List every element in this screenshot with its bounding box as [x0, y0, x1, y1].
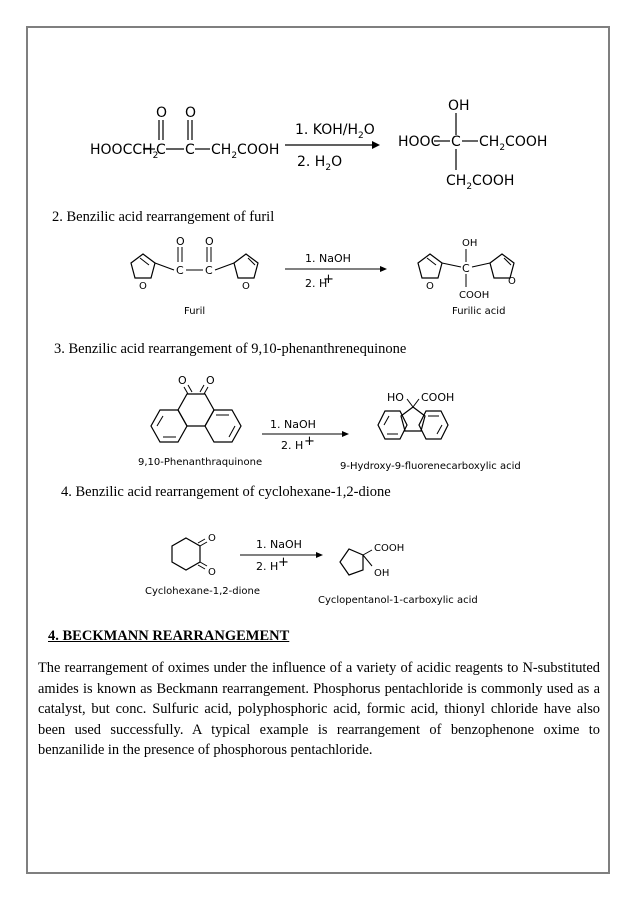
reaction1-product-right: $CH_2COOH$ [479, 134, 548, 153]
section-2-caption: 2. Benzilic acid rearrangement of furil [52, 209, 275, 225]
furil-carbon-2: C [205, 264, 213, 277]
pq-reagent-2: 2. H [281, 439, 304, 452]
hfca-cooh: COOH [421, 391, 455, 404]
furilic-ring-oxygen-left: O [426, 281, 434, 292]
furil-carbon-1: C [176, 264, 184, 277]
furil-keto-oxygen-1: O [176, 235, 185, 248]
pq-oxygen-left: O [178, 374, 187, 387]
chd-reagent-2: 2. H [256, 560, 279, 573]
reaction1-carbon-1: C [156, 142, 166, 158]
furilic-acid-label: Furilic acid [452, 306, 506, 317]
reaction-4-scheme [145, 533, 478, 606]
reaction1-reactant-right: $CH_2COOH$ [211, 142, 280, 161]
furil-label: Furil [184, 306, 206, 317]
reaction-1-scheme [90, 98, 547, 192]
hfca-ho: HO [387, 391, 404, 404]
furil-reagent-1: 1. NaOH [305, 252, 351, 265]
reaction1-reagent-1: 1. KOH/$H_2O$ [295, 122, 375, 141]
beckmann-paragraph: The rearrangement of oximes under the influence of a variety of acidic reagents to N-substituted amides is known as Beckmann rearrangement. Phosphorus pentachloride is commonly used as a catalyst, but conc. Sulfuric acid, polyphosphoric acid, formic acid, thionyl chloride have also been used successfully. A typical example is rearrangement of benzophenone oxime to benzanilide in the presence of phosphorous pentachloride. [38, 660, 600, 759]
reaction1-oxygen-1: O [156, 105, 168, 121]
hfca-label: 9-Hydroxy-9-fluorenecarboxylic acid [340, 461, 521, 472]
pq-oxygen-right: O [206, 374, 215, 387]
reaction-2-scheme [131, 235, 516, 317]
furil-reagent-2: 2. H [305, 277, 328, 290]
reaction1-reagent-2: 2. $H_2O$ [297, 154, 343, 173]
reaction1-carbon-2: C [185, 142, 195, 158]
chd-label: Cyclohexane-1,2-dione [145, 586, 260, 597]
reaction-3-scheme [138, 374, 521, 472]
reaction1-product-left: HOOC [398, 134, 441, 150]
section-3-caption: 3. Benzilic acid rearrangement of 9,10-phenanthrenequinone [54, 341, 407, 357]
furil-ring-oxygen-left: O [139, 281, 147, 292]
pq-reagent-plus: + [304, 434, 315, 449]
cpca-oh: OH [374, 568, 390, 579]
furil-reagent-plus: + [323, 272, 334, 287]
cpca-label: Cyclopentanol-1-carboxylic acid [318, 595, 478, 606]
reaction1-product-carbon: C [451, 134, 461, 150]
reaction1-oxygen-2: O [185, 105, 197, 121]
furilic-oh: OH [462, 238, 478, 249]
furilic-carbon: C [462, 262, 470, 275]
pq-label: 9,10-Phenanthraquinone [138, 457, 263, 468]
section-4-caption: 4. Benzilic acid rearrangement of cyclohexane-1,2-dione [61, 484, 391, 500]
chd-reagent-plus: + [278, 555, 289, 570]
reaction1-product-down: $CH_2COOH$ [446, 173, 515, 192]
chd-oxygen-1: O [208, 533, 216, 544]
chd-reagent-1: 1. NaOH [256, 538, 302, 551]
cpca-cooh: COOH [374, 543, 405, 554]
furilic-cooh: COOH [459, 290, 490, 301]
reaction1-reactant-left: $HOOCCH_2$ [90, 142, 159, 161]
furil-ring-oxygen-right: O [242, 281, 250, 292]
pq-reagent-1: 1. NaOH [270, 418, 316, 431]
reaction1-product-oh: OH [448, 98, 470, 114]
beckmann-heading: 4. BECKMANN REARRANGEMENT [48, 628, 290, 644]
furilic-ring-oxygen-right: O [508, 276, 516, 287]
chd-oxygen-2: O [208, 567, 216, 578]
furil-keto-oxygen-2: O [205, 235, 214, 248]
